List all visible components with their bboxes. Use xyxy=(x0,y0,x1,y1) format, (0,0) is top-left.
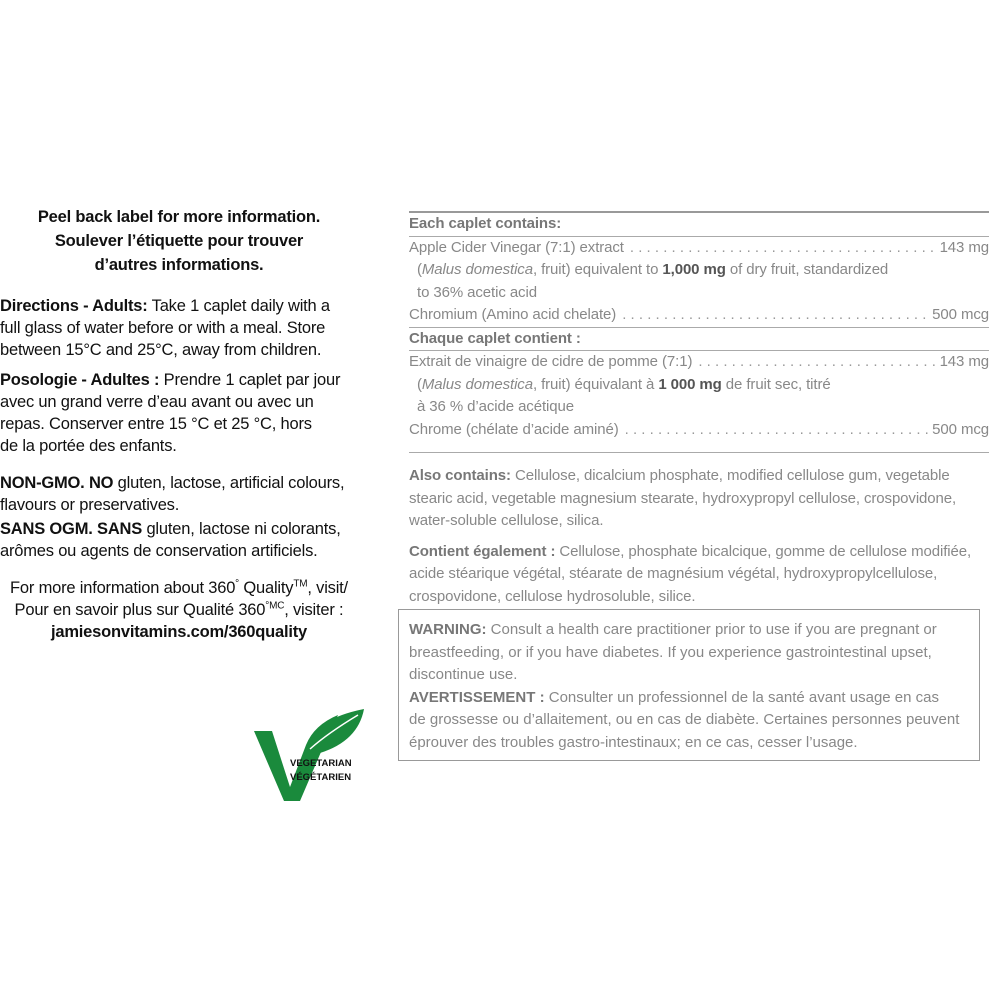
info-l2b: , visiter : xyxy=(284,601,344,619)
warning-fr-l3: éprouver des troubles gastro-intestinaux; en ce cas, cesser l’usage. xyxy=(409,733,858,751)
sans-ogm-fr xyxy=(0,518,358,562)
directions-fr-l3: repas. Conserver entre 15 °C et 25 °C, hors xyxy=(0,415,312,433)
detail-text: , fruit) équivalant à xyxy=(532,375,659,393)
detail-bold: 1 000 mg xyxy=(658,375,722,393)
warning-box xyxy=(398,609,980,761)
non-gmo-l1: gluten, lactose, artificial colours, xyxy=(113,474,345,492)
ingredient-detail-2: à 36 % d’acide acétique xyxy=(417,398,574,415)
ingredient-detail-2: to 36% acetic acid xyxy=(417,283,537,301)
detail-paren: ( xyxy=(417,375,422,393)
contient-egalement xyxy=(409,541,989,609)
directions-en-label: Directions - Adults: xyxy=(0,297,148,315)
info-l2a: Pour en savoir plus sur Qualité 360 xyxy=(14,601,266,619)
ingredient-name: Extrait de vinaigre de cidre de pomme (7:1) xyxy=(409,353,693,370)
non-gmo-label: NON-GMO. NO xyxy=(0,474,114,492)
peel-back-notice xyxy=(0,205,358,277)
quality-info xyxy=(0,577,358,643)
ingredient-row xyxy=(409,351,989,374)
info-degree: ° xyxy=(235,578,239,590)
ingredient-name: Chromium (Amino acid chelate) xyxy=(409,306,617,323)
directions-fr xyxy=(0,369,358,457)
detail-text-2: de fruit sec, titré xyxy=(721,375,831,393)
directions-fr-label: Posologie - Adultes : xyxy=(0,371,160,389)
directions-fr-l4: de la portée des enfants. xyxy=(0,437,177,455)
info-l1c: , visit/ xyxy=(307,579,348,597)
sans-ogm-label: SANS OGM. SANS xyxy=(0,520,143,538)
ingredients-panel xyxy=(409,211,989,608)
info-mc-mark: °MC xyxy=(265,600,285,612)
vegetarian-leaf-icon xyxy=(254,705,374,805)
detail-text-2: of dry fruit, standardized xyxy=(725,261,889,278)
leader-dots xyxy=(622,304,931,327)
directions-en-l1: Take 1 caplet daily with a xyxy=(147,297,330,315)
info-l1a: For more information about 360 xyxy=(10,579,236,597)
contient-label: Contient également : xyxy=(409,542,556,560)
vegetarian-en: VEGETARIAN xyxy=(290,758,352,769)
detail-bold: 1,000 mg xyxy=(662,261,726,278)
ingredient-row xyxy=(409,419,989,442)
warning-en-l2: breastfeeding, or if you have diabetes. If you experience gastrointestinal upset, xyxy=(409,643,932,661)
non-gmo-en xyxy=(0,472,358,516)
directions-en-l2: full glass of water before or with a meal. Store xyxy=(0,319,326,337)
sans-ogm-l1: gluten, lactose ni colorants, xyxy=(142,520,341,538)
leader-dots xyxy=(698,351,938,374)
warning-label: WARNING: xyxy=(409,621,487,638)
each-caplet-header: Each caplet contains: xyxy=(409,211,989,237)
leader-dots xyxy=(625,419,932,442)
vegetarian-fr: VÉGÉTARIEN xyxy=(290,772,352,783)
vegetarian-label xyxy=(290,757,352,785)
warning-fr-l2: de grossesse ou d’allaitement, ou en cas de diabète. Certaines personnes peuvent xyxy=(409,711,960,728)
detail-latin: Malus domestica xyxy=(421,261,533,278)
ingredient-name: Apple Cider Vinegar (7:1) extract xyxy=(409,238,624,256)
directions-en-l3: between 15°C and 25°C, away from children. xyxy=(0,341,322,359)
also-l2: stearic acid, vegetable magnesium stearate, hydroxypropyl cellulose, crospovidone, xyxy=(409,489,957,507)
detail-latin: Malus domestica xyxy=(421,375,533,393)
quality-url[interactable]: jamiesonvitamins.com/360quality xyxy=(50,623,308,641)
ingredient-detail xyxy=(409,259,989,282)
ingredient-detail xyxy=(409,374,989,397)
directions-fr-l1: Prendre 1 caplet par jour xyxy=(159,371,341,389)
chaque-caplet-header: Chaque caplet contient : xyxy=(409,327,989,352)
ingredient-row xyxy=(409,237,989,260)
ingredient-amount: 500 mcg xyxy=(932,420,989,438)
leader-dots xyxy=(630,237,939,260)
detail-paren: ( xyxy=(417,261,422,278)
ingredient-amount: 500 mcg xyxy=(932,306,989,323)
warning-fr xyxy=(409,687,979,755)
also-l1: Cellulose, dicalcium phosphate, modified cellulose gum, vegetable xyxy=(510,467,950,484)
warning-en xyxy=(409,619,979,687)
detail-text: , fruit) equivalent to xyxy=(532,261,663,278)
also-contains xyxy=(409,465,989,533)
also-l3: water-soluble cellulose, silica. xyxy=(409,512,604,529)
directions-fr-l2: avec un grand verre d’eau avant ou avec un xyxy=(0,393,314,411)
ingredient-amount: 143 mg xyxy=(939,238,989,256)
peel-fr-2: d’autres informations. xyxy=(94,256,264,274)
contient-l1: Cellulose, phosphate bicalcique, gomme de cellulose modifiée, xyxy=(555,542,972,560)
contient-l2: acide stéarique végétal, stéarate de magnésium végétal, hydroxypropylcellulose, xyxy=(409,565,938,582)
warning-en-l1: Consult a health care practitioner prior to use if you are pregnant or xyxy=(486,621,937,638)
peel-fr-1: Soulever l’étiquette pour trouver xyxy=(54,232,304,250)
avertissement-label: AVERTISSEMENT : xyxy=(409,688,545,706)
contient-l3: crospovidone, cellulose hydrosoluble, silice. xyxy=(409,587,696,605)
warning-en-l3: discontinue use. xyxy=(409,666,518,683)
ingredient-row xyxy=(409,304,989,327)
directions-en xyxy=(0,295,358,361)
section-divider xyxy=(409,441,989,453)
ingredient-name: Chrome (chélate d’acide aminé) xyxy=(409,420,619,438)
also-contains-label: Also contains: xyxy=(409,467,511,484)
peel-en: Peel back label for more information. xyxy=(37,208,321,226)
warning-fr-l1: Consulter un professionnel de la santé avant usage en cas xyxy=(544,688,940,706)
left-column xyxy=(0,205,358,643)
sans-ogm-l2: arômes ou agents de conservation artificiels. xyxy=(0,542,318,560)
non-gmo-l2: flavours or preservatives. xyxy=(0,496,180,514)
trademark-mark: TM xyxy=(293,578,308,590)
ingredient-amount: 143 mg xyxy=(939,353,989,370)
info-l1b: Quality xyxy=(238,579,294,597)
